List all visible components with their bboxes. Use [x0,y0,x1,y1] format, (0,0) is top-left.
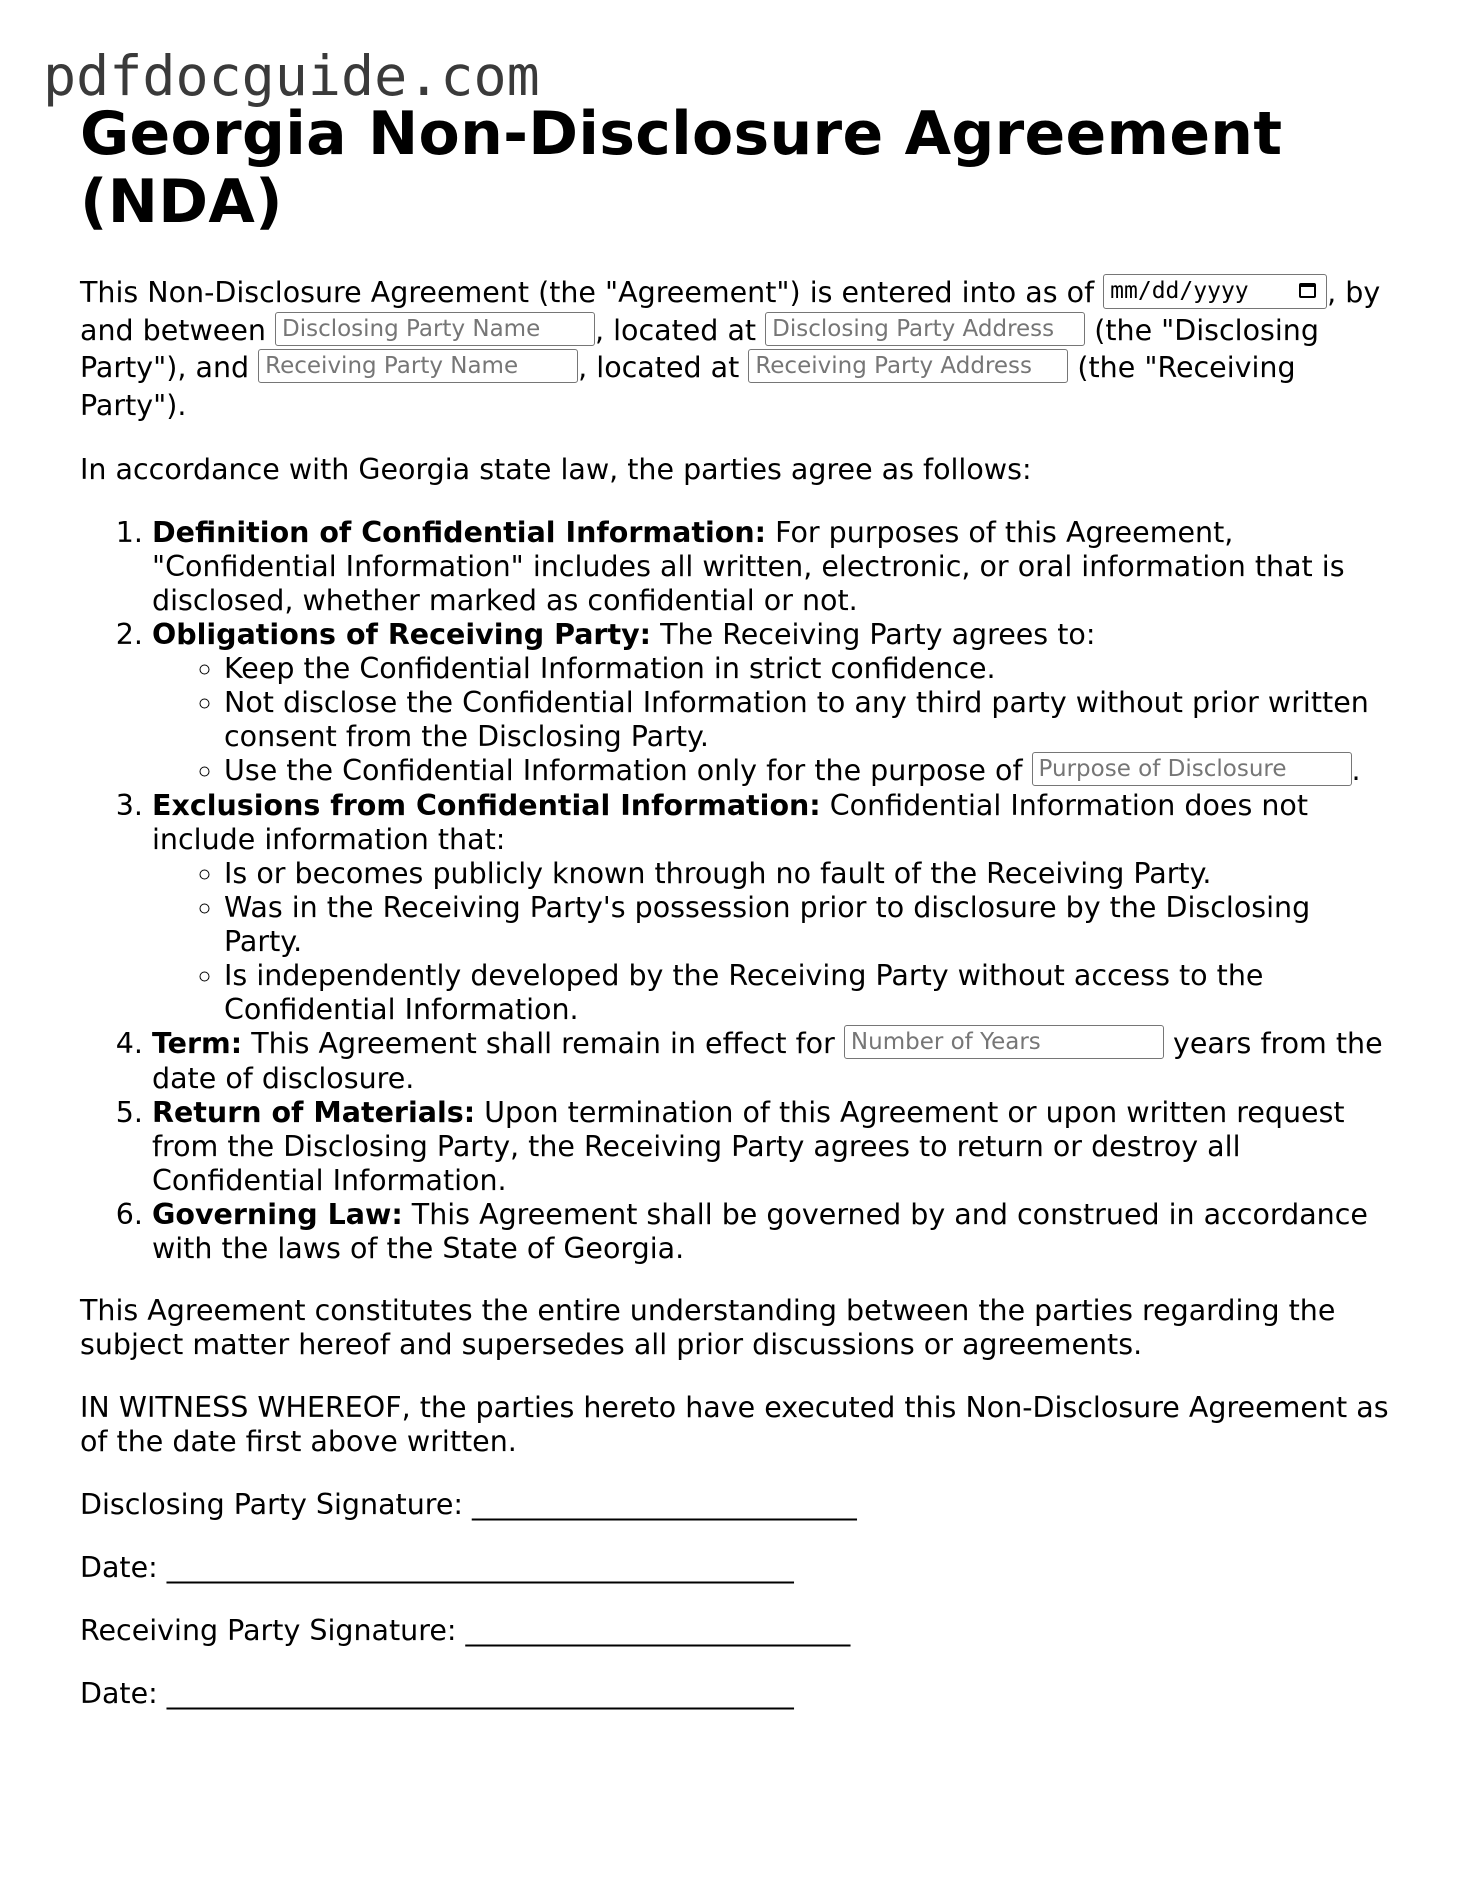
intro-text-6: (the "Receiving Party"). [80,351,1296,422]
disclosing-party-name-input[interactable] [275,312,595,346]
section-return-of-materials [152,1096,1390,1198]
intro-text-5: , located at [578,351,749,384]
terms-list [80,516,1390,1266]
list-item: ◦ Is or becomes publicly known through no fault of the Receiving Party. [224,857,1390,891]
purpose-suffix: . [1351,754,1361,787]
calendar-icon[interactable] [1299,283,1316,298]
section-text: The Receiving Party agrees to: [651,618,1096,651]
section-text-2: years from the date of disclosure. [152,1027,1383,1095]
preamble: In accordance with Georgia state law, the parties agree as follows: [80,453,1032,486]
list-item [224,754,1390,789]
intro-text-4: (the "Disclosing Party"), and [80,313,1319,384]
receiving-date-line: Date: ____________________________________________ [80,1677,794,1710]
receiving-party-name-input[interactable] [258,349,578,383]
section-text: This Agreement shall be governed by and construed in accordance with the laws of the State of Georgia. [152,1198,1368,1265]
document-body [80,100,1390,1740]
site-watermark: pdfdocguide.com [43,44,540,108]
witness-paragraph: IN WITNESS WHEREOF, the parties hereto have executed this Non-Disclosure Agreement as of the date first above written. [80,1391,1389,1458]
intro-text-1: This Non-Disclosure Agreement (the "Agreement") is entered into as of [80,276,1104,309]
section-exclusions [152,789,1390,1027]
section-term [152,1027,1390,1096]
section-text: For purposes of this Agreement, "Confidential Information" includes all written, electronic, or oral information that is disclosed, whether marked as confidential or not. [152,516,1345,617]
exclusions-sublist [152,857,1390,1027]
intro-text-3: , located at [594,313,766,347]
intro-text-2: , by and between [80,276,1381,347]
list-item: ◦ Is independently developed by the Receiving Party without access to the Confidential Information. [224,959,1390,1027]
list-item-text: Use the Confidential Information only for the purpose of [224,754,1032,787]
section-heading: Term: [152,1027,243,1060]
receiving-party-address-input[interactable] [748,349,1068,383]
section-obligations [152,618,1390,789]
section-heading: Governing Law: [152,1198,403,1231]
section-heading: Return of Materials: [152,1096,476,1129]
section-definition [152,516,1390,618]
number-of-years-input[interactable] [844,1025,1164,1059]
receiving-party-signature-line: Receiving Party Signature: ___________________________ [80,1614,851,1647]
section-governing-law [152,1198,1390,1266]
disclosing-party-signature-line: Disclosing Party Signature: ___________________________ [80,1488,857,1521]
document-title: Georgia Non-Disclosure Agreement (NDA) [80,99,1283,237]
list-item: ◦ Not disclose the Confidential Information to any third party without prior written consent from the Disclosing Party. [224,686,1390,754]
entire-agreement-paragraph: This Agreement constitutes the entire understanding between the parties regarding the subject matter hereof and supersedes all prior discussions or agreements. [80,1294,1336,1361]
purpose-of-disclosure-input[interactable] [1032,752,1352,786]
list-item: ◦ Keep the Confidential Information in strict confidence. [224,652,1390,686]
obligations-sublist [152,652,1390,789]
agreement-date-input[interactable] [1103,274,1327,309]
intro-paragraph [80,274,1390,424]
disclosing-date-line: Date: ____________________________________________ [80,1551,794,1584]
disclosing-party-address-input[interactable] [765,312,1085,346]
section-heading: Definition of Confidential Information: [152,516,767,549]
date-placeholder: mm/dd/yyyy [1110,277,1249,304]
list-item: ◦ Was in the Receiving Party's possession prior to disclosure by the Disclosing Party. [224,891,1390,959]
section-text: Upon termination of this Agreement or upon written request from the Disclosing Party, the Receiving Party agrees to return or destroy all Confidential Information. [152,1096,1345,1197]
section-text: Confidential Information does not include information that: [152,789,1309,856]
section-text: This Agreement shall remain in effect for [242,1027,844,1060]
section-heading: Obligations of Receiving Party: [152,618,652,651]
section-heading: Exclusions from Confidential Information: [152,789,821,822]
